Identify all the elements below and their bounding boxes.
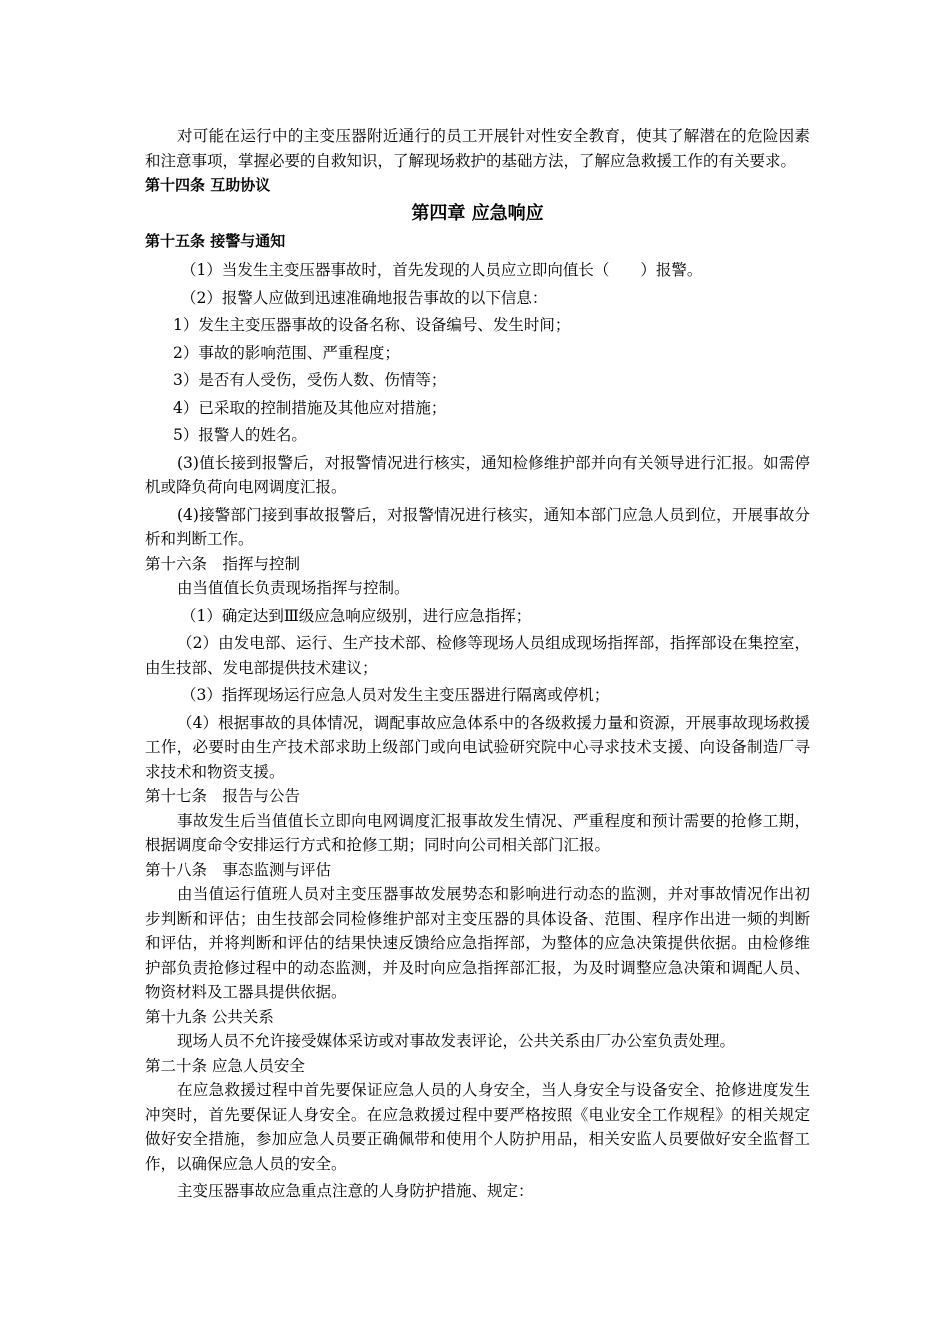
paragraph-17: 事故发生后当值值长立即向电网调度汇报事故发生情况、严重程度和预计需要的抢修工期，根据调度命令安排运行方式和抢修工期；同时向公司相关部门汇报。 bbox=[145, 811, 810, 854]
list-item-15-2-3: 3）是否有人受伤，受伤人数、伤情等； bbox=[173, 371, 447, 389]
paragraph-safety-education: 对可能在运行中的主变压器附近通行的员工开展针对性安全教育，使其了解潜在的危险因素和注意事项，掌握必要的自救知识，了解现场救护的基础方法，了解应急救援工作的有关要求。 bbox=[145, 127, 810, 170]
paragraph-16-2: （2）由发电部、运行、生产技术部、检修等现场人员组成现场指挥部，指挥部设在集控室，由生技部、发电部提供技术建议； bbox=[145, 634, 810, 677]
list-item-15-2-4: 4）已采取的控制措施及其他应对措施； bbox=[173, 398, 447, 417]
list-item-15-2-5: 5）报警人的姓名。 bbox=[173, 426, 307, 444]
article-18-heading: 第十八条 事态监测与评估 bbox=[145, 860, 332, 879]
article-17-heading: 第十七条 报告与公告 bbox=[145, 787, 301, 805]
paragraph-16-4: （4）根据事故的具体情况，调配事故应急体系中的各级救援力量和资源，开展事故现场救援工作，必要时由生产技术部求助上级部门或向电试验研究院中心寻求技术支援、向设备制造厂寻求技术和物资支援。 bbox=[145, 713, 810, 781]
paragraph-16-1: （1）确定达到Ⅲ级应急响应级别，进行应急指挥； bbox=[181, 606, 532, 625]
paragraph-15-3: (3)值长接到报警后，对报警情况进行核实，通知检修维护部并向有关领导进行汇报。如需停机或降负荷向电网调度汇报。 bbox=[145, 453, 810, 496]
list-item-15-2-2: 2）事故的影响范围、严重程度； bbox=[173, 343, 400, 362]
chapter-4-title: 第四章 应急响应 bbox=[411, 202, 544, 224]
article-15-heading: 第十五条 接警与通知 bbox=[145, 231, 286, 250]
paragraph-18: 由当值运行值班人员对主变压器事故发展势态和影响进行动态的监测，并对事故情况作出初步判断和评估；由生技部会同检修维护部对主变压器的具体设备、范围、程序作出进一频的判断和评估，并将判断和评估的结果快速反馈给应急指挥部，为整体的应急决策提供依据。由检修维护部负责抢修过程中的动态监测，并及时向应急指挥部汇报，为及时调整应急决策和调配人员、物资材料及工器具提供依据。 bbox=[145, 885, 810, 1001]
article-16-heading: 第十六条 指挥与控制 bbox=[145, 554, 301, 573]
document-body bbox=[145, 124, 810, 1204]
list-item-15-2-1: 1）发生主变压器事故的设备名称、设备编号、发生时间； bbox=[173, 316, 571, 334]
article-14-heading: 第十四条 互助协议 bbox=[145, 176, 271, 194]
paragraph-15-4: (4)接警部门接到事故报警后，对报警情况进行核实，通知本部门应急人员到位，开展事故分析和判断工作。 bbox=[145, 505, 810, 548]
paragraph-16-3: （3）指挥现场运行应急人员对发生主变压器进行隔离或停机； bbox=[181, 686, 610, 704]
paragraph-15-1: （1）当发生主变压器事故时，首先发现的人员应立即向值长（ ）报警。 bbox=[181, 261, 703, 279]
article-20-heading: 第二十条 应急人员安全 bbox=[145, 1056, 305, 1075]
paragraph-20: 在应急救援过程中首先要保证应急人员的人身安全，当人身安全与设备安全、抢修进度发生冲突时，首先要保证人身安全。在应急救援过程中要严格按照《电业安全工作规程》的相关规定做好安全措施，参加应急人员要正确佩带和使用个人防护用品，相关安监人员要做好安全监督工作，以确保应急人员的安全。 bbox=[145, 1081, 810, 1173]
paragraph-20-last: 主变压器事故应急重点注意的人身防护措施、规定： bbox=[177, 1182, 534, 1200]
paragraph-19: 现场人员不允许接受媒体采访或对事故发表评论，公共关系由厂办公室负责处理。 bbox=[177, 1032, 736, 1050]
article-19-heading: 第十九条 公共关系 bbox=[145, 1007, 274, 1026]
paragraph-16-0: 由当值值长负责现场指挥与控制。 bbox=[177, 579, 410, 597]
paragraph-15-2: （2）报警人应做到迅速准确地报告事故的以下信息： bbox=[181, 288, 548, 307]
